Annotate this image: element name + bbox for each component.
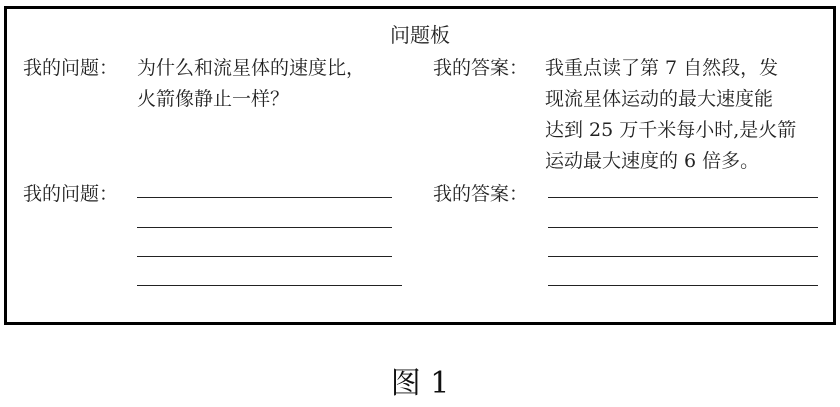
question-label: 我的问题： — [23, 57, 119, 79]
board-title: 问题板 — [390, 23, 450, 47]
figure-caption: 图 1 — [390, 366, 450, 401]
question-line-2: 火箭像静止一样？ — [137, 88, 290, 110]
question-blank-line[interactable] — [137, 285, 402, 286]
answer-line-3: 达到 25 万千米每小时,是火箭 — [545, 119, 797, 141]
answer-blank-line[interactable] — [548, 285, 818, 286]
question-blank-line[interactable] — [137, 197, 392, 198]
answer-line-2: 现流星体运动的最大速度能 — [545, 88, 774, 110]
answer-blank-line[interactable] — [548, 256, 818, 257]
question-blank-line[interactable] — [137, 256, 392, 257]
answer-line-1: 我重点读了第 7 自然段，发 — [545, 57, 779, 79]
answer-label: 我的答案： — [433, 57, 529, 79]
answer-blank-line[interactable] — [548, 197, 818, 198]
question-line-1: 为什么和流星体的速度比， — [137, 57, 366, 79]
answer-line-4: 运动最大速度的 6 倍多。 — [545, 150, 760, 172]
question-board — [4, 6, 836, 325]
answer-blank-line[interactable] — [548, 227, 818, 228]
blank-question-label: 我的问题： — [23, 183, 119, 205]
blank-answer-label: 我的答案： — [433, 183, 529, 205]
question-blank-line[interactable] — [137, 227, 392, 228]
